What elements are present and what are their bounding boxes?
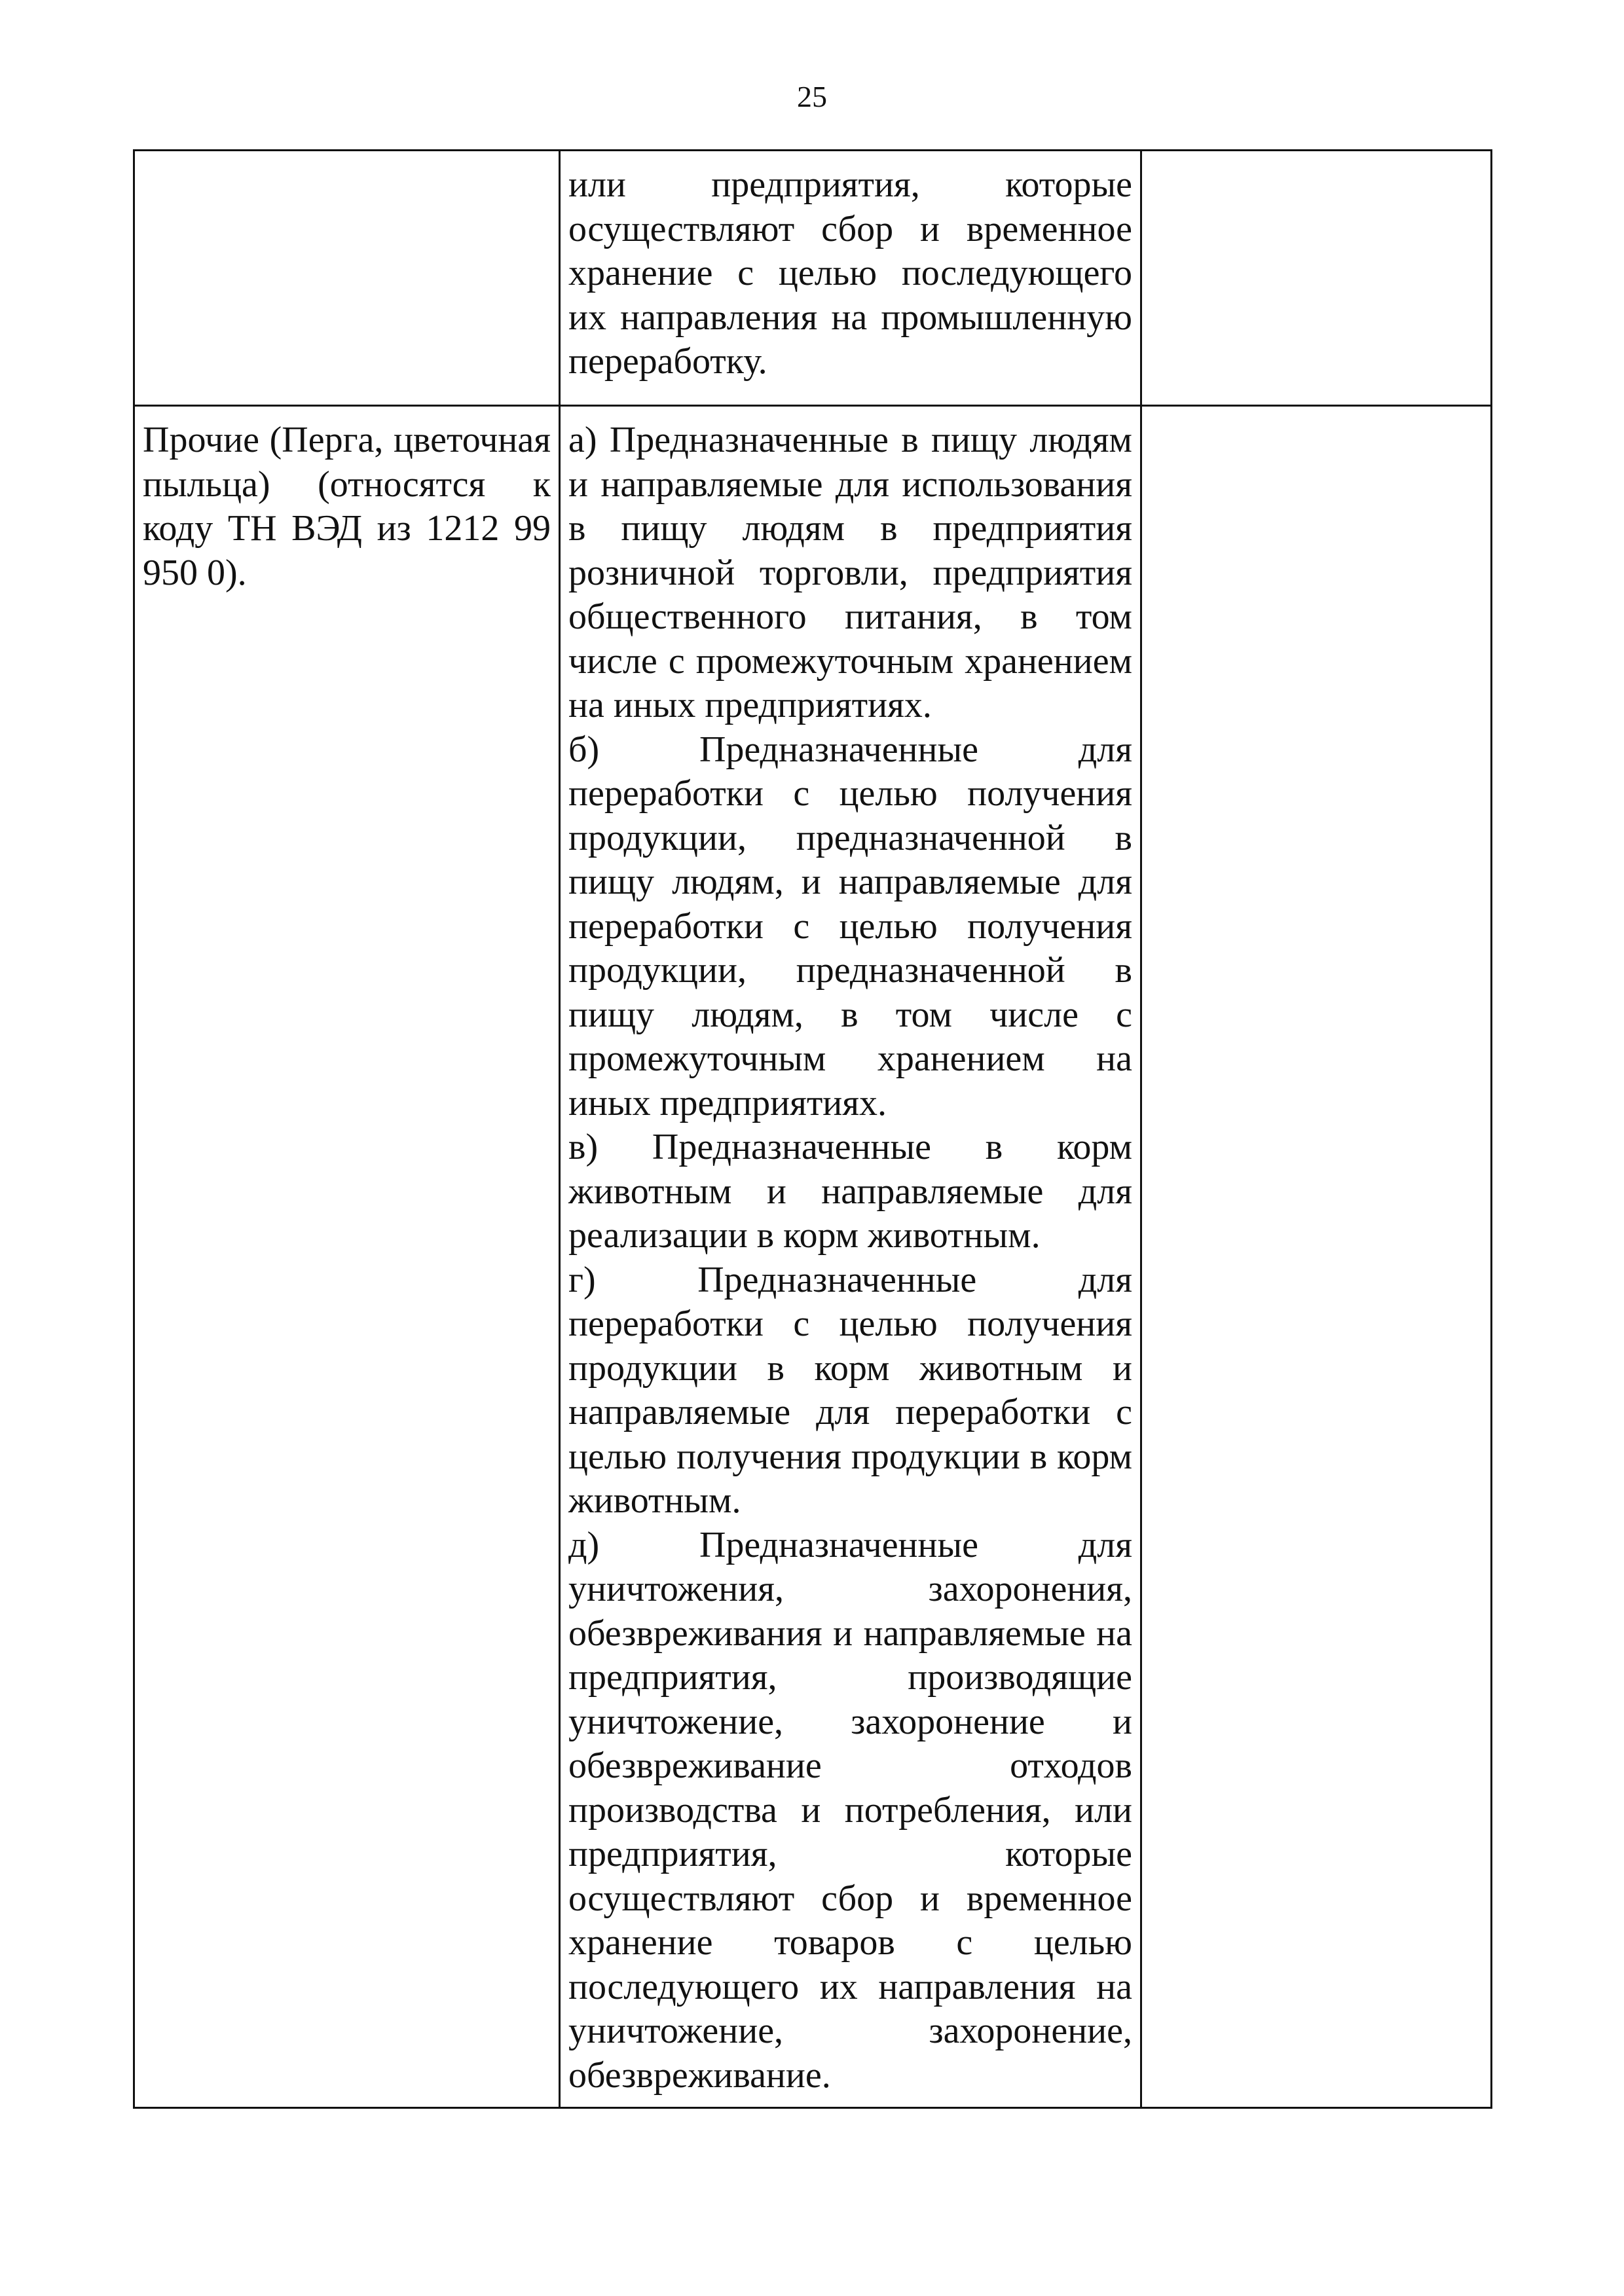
table-row — [134, 406, 1492, 2108]
note-cell — [1141, 406, 1492, 2108]
product-cell — [134, 406, 560, 2108]
list-item: б) Предназначенные для переработки с целью получения продукции, предназначенной в пищу людям, и направляемые для переработки с целью получения продукции, предназначенной в пищу людям, в том числе с промежуточным хранением на иных предприятиях. — [568, 729, 1132, 1123]
table-row — [134, 151, 1492, 406]
note-cell — [1141, 151, 1492, 406]
list-item: д) Предназначенные для уничтожения, захоронения, обезвреживания и направляемые на предприятия, производящие уничтожение, захоронение и обезвреживание отходов производства и потребления, или предприятия, которые осуществляют сбор и временное хранение товаров с целью последующего их направления на уничтожение, захоронение, обезвреживание. — [568, 1524, 1132, 2096]
list-item: г) Предназначенные для переработки с целью получения продукции в корм животным и направляемые для переработки с целью получения продукции в корм животным. — [568, 1259, 1132, 1521]
list-item: в) Предназначенные в корм животным и направляемые для реализации в корм животным. — [568, 1127, 1132, 1256]
description-text: или предприятия, которые осуществляют сбор и временное хранение с целью последующего их направления на промышленную переработку. — [568, 164, 1132, 382]
description-cell — [560, 406, 1141, 2108]
document-table — [133, 149, 1492, 2109]
page-number: 25 — [797, 80, 827, 113]
product-name: Прочие (Перга, цветочная пыльца) (относятся к коду ТН ВЭД из 1212 99 950 0). — [143, 420, 551, 593]
list-item: а) Предназначенные в пищу людям и направляемые для использования в пищу людям в предприятия розничной торговли, предприятия общественного питания, в том числе с промежуточным хранением на иных предприятиях. — [568, 420, 1132, 725]
product-cell — [134, 151, 560, 406]
description-cell — [560, 151, 1141, 406]
